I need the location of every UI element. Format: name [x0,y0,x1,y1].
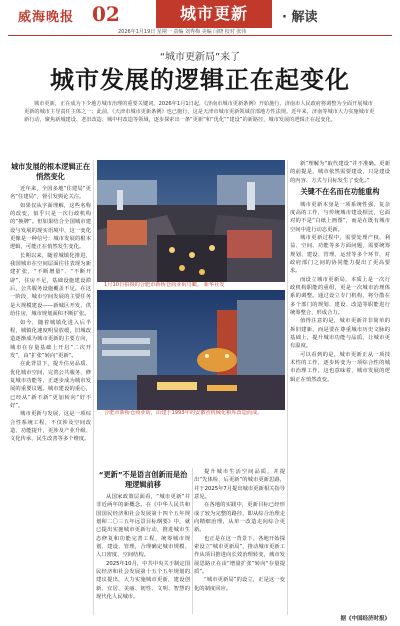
paragraph: “城市更新局”的设立，正是这一变化的制度回应。 [194,577,285,592]
column-divider [287,160,288,615]
paragraph: 2025年10月，中共中央关于制定国民经济和社会发展第十五个五年规划的建议提出，大力实施城市更新，建设创新、宜居、美丽、韧性、文明、智慧的现代化人民城市。 [96,560,190,601]
article-headline: 城市发展的逻辑正在起变化 [50,66,350,94]
paragraph: 城市更新过程中，需要处理产权、利益、空间、功能等多方面问题，需要统筹规划、建设、管理、运营等多个环节，对政府部门之间的协同能力提出了更高要求。 [290,234,390,275]
paragraph: 近年来，全国多地“住建局”更名“住建局”，督引发舆论关注。 [10,186,91,201]
aerial-street-photo [97,160,285,282]
photo1-caption: 1月10日拍摄的合肥市新桥仓商业街鸟瞰。 新华社发 [104,282,225,288]
section-tag: · 解读 [282,10,318,25]
paragraph: 城市更新与发展，这是一项综合性系统工程，不仅涉及空间改造、功能提升，更涉及产业升级、文化传承、民生改善等多个维度。 [10,411,91,443]
paragraph: 在此背景下，提升住房品质、优化城市空间、完善公共服务、修复城市功能等，正逐步成为城市发展的重要议题。城市建设的重心，已经从“新不新”更加转向“好不好”。 [10,361,91,409]
paragraph: 也正是在这一背景下，各地开始探索设立“城市更新局”，推动城市更新工作从项目推进向长效治理转变，城市发展思路正在由“增量扩张”转向“存量提质”。 [194,535,285,576]
column-divider [93,160,94,615]
paragraph: 如今，随着城镇化进入后半程，城镇化速度明显放缓，旧城改造逐渐成为城市更新的主要方向，城市在存量基础上开启“二次开发”，由“扩张”转向“更新”。 [10,319,91,359]
paragraph: 而设立城市更新局，本质上是一次行政机构职能的重组，更是一次城市治理体系的调整。通过设立专门机构，将分散在多个部门的规划、建设、改造等职能进行统筹整合，形成合力。 [290,276,390,316]
right-column-subhead: 关键不在名而在功能重构 [300,187,380,197]
paragraph: 值得注意的是，城市更新并非简单的拆旧建新，而是要在尊重城市历史文脉的基础上，提升城市功能与品质，让城市更有温度。 [290,318,390,350]
right-column [290,160,390,616]
newspaper-name: 威海晚报 [18,10,75,25]
left-column [10,160,91,616]
photo2-caption: 合肥市新桥仓商业街，由建于1993年的安徽省机械化粮库改造而成。 [104,410,263,416]
paragraph: 如果仅从字面理解，这些名称的改变，似乎只是一次行政机构的“换牌”。但如果结合全国城市建设与发展的现实语境中，这一变化更像是一种信号：城市发展的根本逻辑，可能正在悄然发生变化。 [10,202,91,251]
masthead-rule [8,35,392,36]
column-divider [192,468,193,614]
article-lead: 城市更新，正在成为下少地方城市治理的重要关键词。2026年1月1日起，《济南市城市更新条例》开始施行，济南市人民政府将调整为全面开展城市更新的城市主导责任主体之一；此前，《天津市城市更新条例》也已施行，这是天津市城市更新领域首部地方性法规。近年来，济南等城市大力实施城市更新行动，聚焦新城建设、老旧改造、城中村改造等领域，逐步探索出一条“更新”和“优化”“建设”的新路径，城市发展的逻辑正在起变化。 [24,101,375,124]
paragraph: 从国家政策层面看，“城市更新”并非近两年的新概念。在《中华人民共和国国民经济和社会发展第十四个五年规划和二〇三五年远景目标纲要》中，就已提出实施城市更新行动，推进城市生态修复和功能完善工程，统筹城市规划、建设、管理，合理确定城市规模、人口密度、空间结构。 [96,494,190,559]
masthead [0,0,400,34]
granary-street-photo [97,290,285,410]
left-column-subhead: 城市发展的根本逻辑正在悄然变化 [10,162,91,181]
paragraph: 提升城市生活空间品质，并提出“先体检、后更新”的城市更新思路，并于2025年7月提出城市更新相关指导意见。 [194,469,285,501]
middle-column-subhead: “更新”不是语言创新而是治理逻辑前移 [98,470,188,489]
paragraph: 在各地的实践中，更新目标已经形成了较为完整的路径，即从综合治理走向精细治理，从单一改造走向综合更新。 [194,502,285,534]
middle-column [96,468,190,614]
source-credit: 据《中国经济时报》 [340,616,390,622]
edition-meta-line: 2026年1月19日 星期一 责编 刘秀梅 美编 闫晓 校对 张伟 [118,29,247,35]
page-number: 02 [92,2,120,26]
paragraph: 长期以来，随着城镇化推进，我国城市在空间层面往往表现为新建扩张，“不断增量”、“不断开辟”，住房不足，基础设施建设滞后，公共服务设施覆盖不足。在这一阶段，城市空间发展的主要任务是大规模建设——新城区开发、供给住房，城市规划面积不断扩张。 [10,252,91,318]
middle-right-column [194,468,285,614]
paragraph: 新”理解为“取代建设”并不准确。更新的前提是，城市依然需要建设，只是建设的内容、方式与目标发生了变化。” [290,161,390,184]
paragraph: 城市更新本身是一项系统性强、复杂度高的工作，与传统城市建设相比，它面对的不是“白纸上画图”，而是在既有城市空间中进行动态更新。 [290,201,390,233]
article-kicker: “城市更新局”来了 [159,52,241,63]
paragraph: 可以看到的是，城市更新正从一项技术性的工作，逐步转变为一项综合性的城市治理工作，这也意味着，城市发展的逻辑正在悄然改变。 [290,351,390,383]
section-title: 城市更新 [156,0,272,28]
